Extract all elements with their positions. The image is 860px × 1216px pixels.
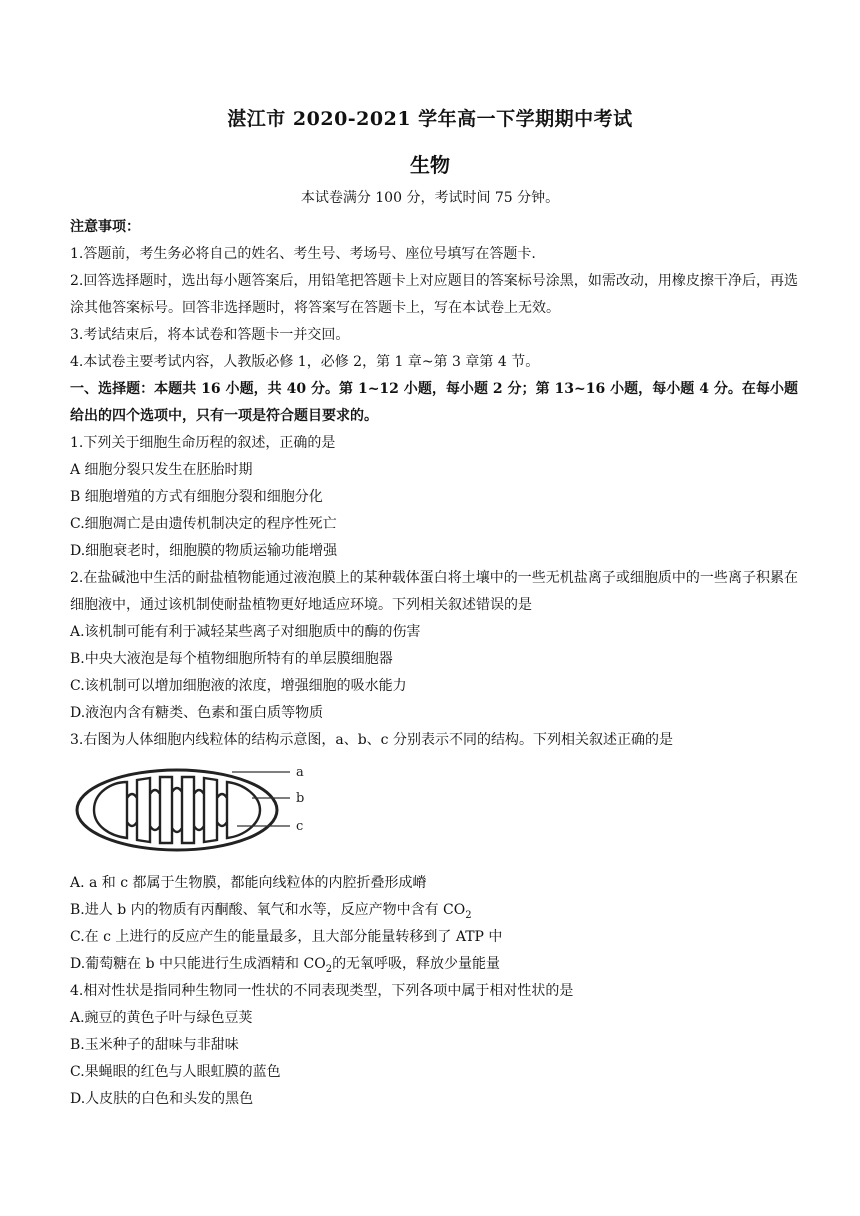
exam-subject: 生物 — [410, 153, 450, 177]
notice-item: 2.回答选择题时，选出每小题答案后，用铅笔把答题卡上对应题目的答案标号涂黑，如需改动，用橡皮擦干净后，再选涂其他答案标号。回答非选择题时，将答案写在答题卡上，写在本试卷上无效。 — [70, 273, 798, 316]
question-stem: 4.相对性状是指同种生物同一性状的不同表现类型，下列各项中属于相对性状的是 — [70, 983, 574, 999]
question-stem: 1.下列关于细胞生命历程的叙述，正确的是 — [70, 435, 336, 451]
mitochondria-figure — [70, 754, 798, 870]
option — [70, 897, 798, 924]
option: A.豌豆的黄色子叶与绿色豆荚 — [70, 1010, 253, 1026]
label-c: c — [296, 819, 304, 834]
notice-item: 4.本试卷主要考试内容，人教版必修 1，必修 2，第 1 章~第 3 章第 4 节。 — [70, 354, 540, 370]
option-text: B.进人 b 内的物质有丙酮酸、氧气和水等，反应产物中含有 CO — [70, 902, 466, 918]
option-text: D.葡萄糖在 b 中只能进行生成酒精和 CO — [70, 956, 326, 972]
subscript: 2 — [325, 963, 333, 975]
option: A 细胞分裂只发生在胚胎时期 — [70, 462, 253, 478]
exam-content — [70, 214, 798, 1113]
option: C.细胞凋亡是由遗传机制决定的程序性死亡 — [70, 516, 337, 532]
option: A.该机制可能有利于减轻某些离子对细胞质中的酶的伤害 — [70, 624, 421, 640]
option: C.在 c 上进行的反应产生的能量最多，且大部分能量转移到了 ATP 中 — [70, 929, 503, 945]
option: B.中央大液泡是每个植物细胞所特有的单层膜细胞器 — [70, 651, 393, 667]
question-stem: 3.右图为人体细胞内线粒体的结构示意图，a、b、c 分别表示不同的结构。下列相关叙述正确的是 — [70, 732, 673, 748]
question-stem: 2.在盐碱池中生活的耐盐植物能通过液泡膜上的某种载体蛋白将土壤中的一些无机盐离子或细胞质中的一些离子积累在细胞液中，通过该机制使耐盐植物更好地适应环境。下列相关叙述错误的是 — [70, 570, 798, 613]
option: D.液泡内含有糖类、色素和蛋白质等物质 — [70, 705, 324, 721]
notice-item: 3.考试结束后，将本试卷和答题卡一并交回。 — [70, 327, 350, 343]
label-b: b — [296, 791, 305, 806]
exam-info: 本试卷满分 100 分，考试时间 75 分钟。 — [300, 190, 560, 206]
mitochondria-diagram — [72, 760, 332, 860]
option-text: 的无氧呼吸，释放少量能量 — [332, 956, 501, 972]
option: B.玉米种子的甜味与非甜味 — [70, 1037, 239, 1053]
exam-title: 湛江市 2020-2021 学年高一下学期期中考试 — [227, 108, 633, 130]
label-a: a — [296, 765, 304, 780]
option: B 细胞增殖的方式有细胞分裂和细胞分化 — [70, 489, 323, 505]
notice-heading: 注意事项： — [70, 219, 140, 235]
subscript: 2 — [465, 909, 472, 921]
option: C.果蝇眼的红色与人眼虹膜的蓝色 — [70, 1064, 281, 1080]
option: A. a 和 c 都属于生物膜，都能向线粒体的内腔折叠形成嵴 — [70, 875, 427, 891]
option: C.该机制可以增加细胞液的浓度，增强细胞的吸水能力 — [70, 678, 407, 694]
notice-item: 1.答题前，考生务必将自己的姓名、考生号、考场号、座位号填写在答题卡. — [70, 246, 536, 262]
section-heading: 一、选择题：本题共 16 小题，共 40 分。第 1~12 小题，每小题 2 分；第 13~16 小题，每小题 4 分。在每小题给出的四个选项中，只有一项是符合题目要求的。 — [70, 381, 798, 424]
option: D.细胞衰老时，细胞膜的物质运输功能增强 — [70, 543, 338, 559]
option: D.人皮肤的白色和头发的黑色 — [70, 1091, 254, 1107]
option — [70, 951, 798, 978]
